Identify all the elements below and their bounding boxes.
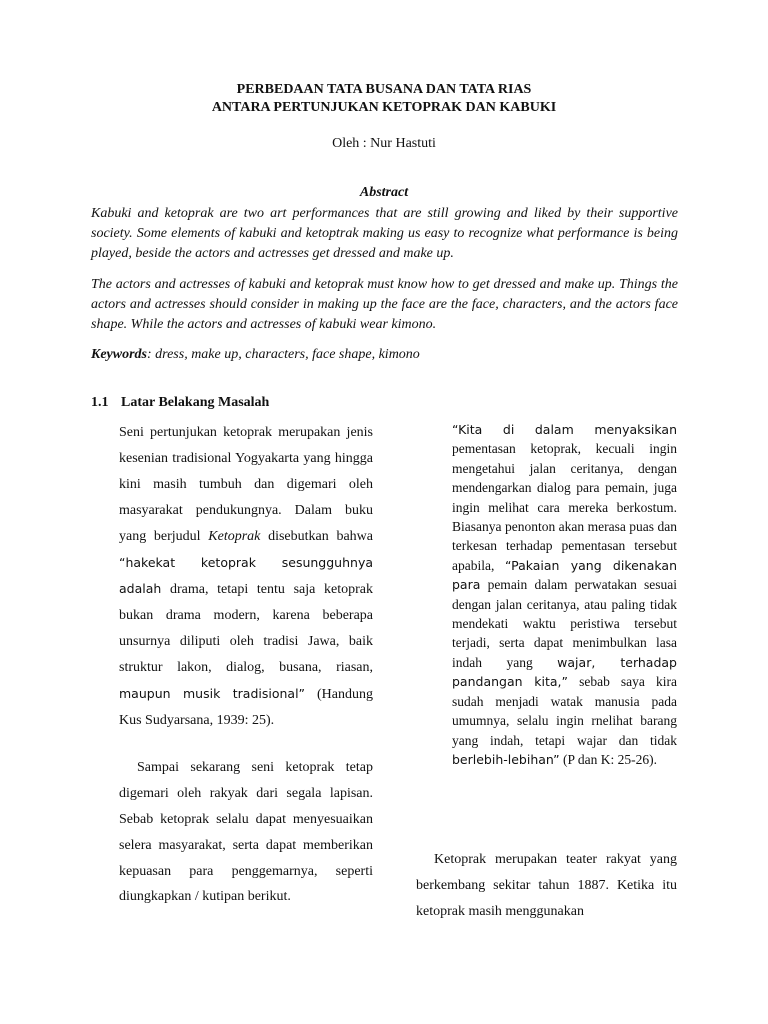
quote-text-a: “Kita di dalam menyaksikan — [452, 422, 677, 437]
section-title: Latar Belakang Masalah — [121, 395, 270, 410]
paper-title — [0, 81, 768, 117]
quote-text-b: pementasan ketoprak, kecuali ingin mengetahui jalan ceritanya, dengan mendengarkan dialog para pemain, juga ingin melihat cara mereka berkostum. Biasanya penonton akan merasa puas dan terkesan terhadap pementasan tersebut apabila, — [452, 441, 677, 573]
right-column-quote — [452, 420, 677, 769]
abstract-paragraph-2: The actors and actresses of kabuki and ketoprak must know how to get dressed and make up. Things the actors and actresses should consider in making up the face are the face, characters, and the actors face shape. While the actors and actresses of kabuki wear kimono. — [91, 277, 678, 332]
quote-text-g: berlebih-lebihan” — [452, 751, 560, 767]
author-line: Oleh : Nur Hastuti — [332, 136, 436, 151]
right-column-body — [416, 847, 677, 925]
keywords-label: Keywords — [91, 347, 147, 362]
left-p1-text-b: disebutkan bahwa — [260, 528, 373, 544]
left-p1-quote-b: maupun musik tradisional” — [119, 686, 306, 702]
keywords-line — [91, 345, 678, 365]
quote-text-e: wajar, terhadap pandangan kita,” — [452, 654, 677, 690]
quote-text-c: “Pakaian yang dikenakan para — [452, 557, 677, 593]
left-column — [119, 420, 373, 910]
abstract-paragraph-1: Kabuki and ketoprak are two art performances that are still growing and liked by their supportive society. Some elements of kabuki and ketoptrak making us easy to recognize what performance is being played, beside the actors and actresses get dressed and make up. — [91, 206, 678, 261]
title-line-2: ANTARA PERTUNJUKAN KETOPRAK DAN KABUKI — [211, 100, 557, 115]
quote-text-d: pemain dalam perwatakan sesuai dengan jalan ceritanya, atau paling tidak mendekati waktu peristiwa tersebut terjadi, serta dapat menimbulkan lasa indah yang — [452, 577, 677, 670]
book-title-ketoprak: Ketoprak — [208, 528, 261, 544]
quote-text-f: sebab saya kira sudah menjadi watak manusia pada umumnya, selalu ingin rnelihat barang yang indah, tetapi wajar dan tidak — [452, 674, 678, 748]
keywords-text: : dress, make up, characters, face shape, kimono — [147, 347, 420, 362]
section-heading — [91, 393, 269, 413]
quote-paragraph — [452, 420, 677, 769]
quote-text-h: (P dan K: 25-26). — [559, 751, 658, 767]
title-line-1: PERBEDAAN TATA BUSANA DAN TATA RIAS — [236, 82, 532, 97]
left-p1-quote-a: “hakekat ketoprak sesungguhnya adalah — [119, 554, 373, 597]
left-paragraph-2: Sampai sekarang seni ketoprak tetap digemari oleh rakyak dari segala lapisan. Sebab ketoprak selalu dapat menyesuaikan selera masyarakat, serta dapat memberikan kepuasan para penggemarnya, seperti diungkapkan / kutipan berikut. — [119, 759, 373, 905]
section-number: 1.1 — [91, 395, 109, 410]
left-paragraph-1 — [119, 420, 373, 734]
left-p1-text-a: Seni pertunjukan ketoprak merupakan jenis kesenian tradisional Yogyakarta yang hingga kini masih tumbuh dan digemari oleh masyarakat pendukungnya. Dalam buku yang berjudul — [119, 425, 373, 544]
left-p1-text-d: (Handung Kus Sudyarsana, 1939: 25). — [119, 687, 373, 728]
right-body-paragraph: Ketoprak merupakan teater rakyat yang berkembang sekitar tahun 1887. Ketika itu ketoprak masih menggunakan — [416, 852, 677, 919]
abstract-heading: Abstract — [359, 185, 409, 200]
left-p1-text-c: drama, tetapi tentu saja ketoprak bukan drama modern, karena beberapa unsurnya diliputi oleh tradisi Jawa, baik struktur lakon, dialog, busana, riasan, — [119, 582, 373, 676]
